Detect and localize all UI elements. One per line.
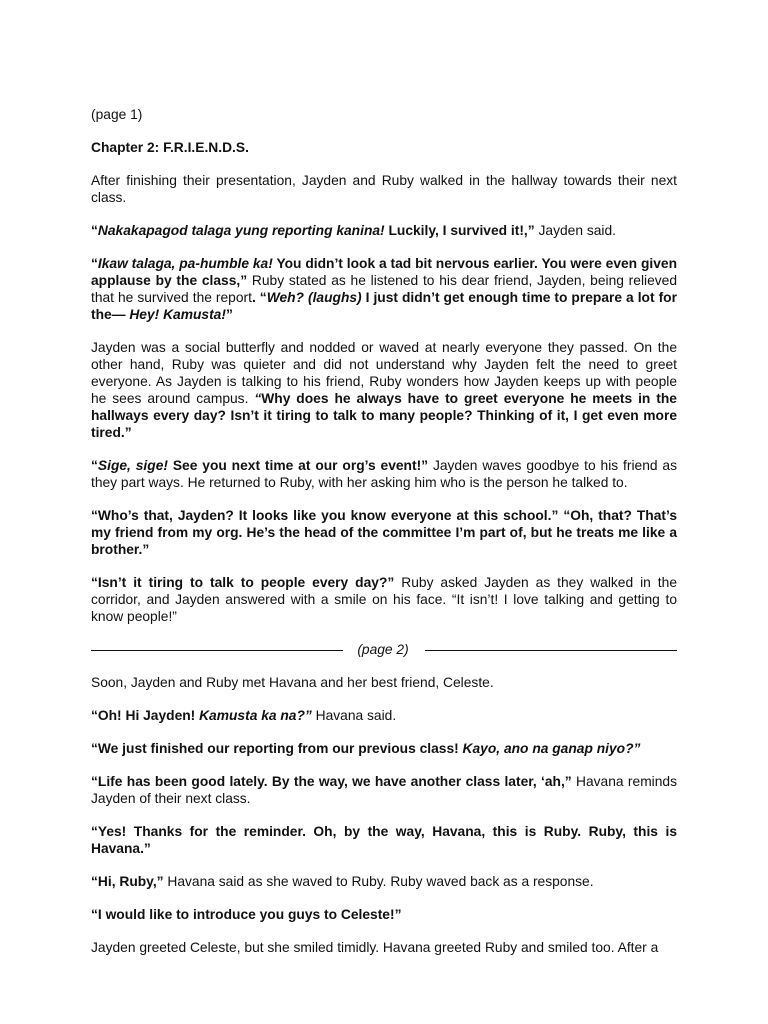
text-run: Jayden waves goodbye to his friend as they part ways. He returned to Ruby, with her asking him who is the person he talked to. [91, 458, 677, 490]
paragraph [91, 773, 677, 807]
text-run: Havana reminds Jayden of their next class. [91, 774, 677, 806]
text-run: Jayden was a social butterfly and nodded or waved at nearly everyone they passed. On the other hand, Ruby was quieter and did not understand why Jayden felt the need to greet everyone. As Jayden is talking to his friend, Ruby wonders how Jayden keeps up with people he sees around campus. [91, 340, 677, 406]
text-run: Luckily, I survived it!,” [384, 223, 535, 238]
document-page [91, 106, 677, 972]
text-run: “ [91, 458, 98, 473]
text-run: Kamusta ka na?” [199, 708, 312, 723]
text-run: “ [91, 223, 98, 238]
page-2-marker: (page 2) [357, 642, 409, 657]
paragraph [91, 339, 677, 441]
text-run: “ [91, 256, 98, 271]
text-run: “Life has been good lately. By the way, we have another class later, ‘ah,” [91, 774, 572, 789]
paragraph [91, 255, 677, 323]
text-run: Havana said. [311, 708, 397, 723]
text-run: Ruby asked Jayden as they walked in the corridor, and Jayden answered with a smile on his face. “It isn’t! I love talking and getting to know people!” [91, 575, 677, 624]
paragraph [91, 172, 677, 206]
chapter-title: Chapter 2: F.R.I.E.N.D.S. [91, 140, 249, 155]
text-run: ” [225, 307, 233, 322]
paragraph [91, 823, 677, 857]
text-run: Why does he always have to greet everyone he meets in the hallways every day? Isn’t it tiring to talk to many people? Thinking of it, I get even more tired.” [91, 391, 677, 440]
text-run: “Isn’t it tiring to talk to people every day?” [91, 575, 395, 590]
text-run: Havana said as she waved to Ruby. Ruby waved back as a response. [163, 874, 594, 889]
text-run: “Hi, Ruby,” [91, 874, 164, 889]
text-run: Ruby stated as he listened to his dear friend, Jayden, being relieved that he survived the report [91, 273, 677, 305]
text-run: Jayden greeted Celeste, but she smiled timidly. Havana greeted Ruby and smiled too. After a [91, 940, 659, 955]
separator-line-right [425, 650, 677, 651]
text-run: “We just finished our reporting from our previous class! [91, 741, 463, 756]
paragraph [91, 740, 677, 757]
text-run: Weh? (laughs) [266, 290, 362, 305]
paragraph [91, 674, 677, 691]
paragraph [91, 873, 677, 890]
text-run: “Yes! Thanks for the reminder. Oh, by the way, Havana, this is Ruby. Ruby, this is Havana.” [91, 824, 677, 856]
text-run: Nakakapagod talaga yung reporting kanina! [97, 223, 385, 238]
text-run: You didn’t look a tad bit nervous earlier. You were even given applause by the class,” [91, 256, 678, 288]
text-run: Ikaw talaga, pa-humble ka! [97, 256, 273, 271]
text-run: After finishing their presentation, Jayden and Ruby walked in the hallway towards their next class. [91, 173, 677, 205]
paragraph [91, 939, 677, 956]
page-break-separator [91, 641, 677, 658]
text-run: Sige, sige! [97, 458, 168, 473]
text-run: I just didn’t get enough time to prepare a lot for the— [91, 290, 677, 322]
text-run: “Oh! Hi Jayden! [91, 708, 200, 723]
page-2-body [91, 674, 677, 956]
text-run: Jayden said. [534, 223, 616, 238]
text-run: Hey! Kamusta! [129, 307, 226, 322]
page-1-marker: (page 1) [91, 107, 143, 122]
text-run: Soon, Jayden and Ruby met Havana and her best friend, Celeste. [91, 675, 494, 690]
page-1-body [91, 172, 677, 625]
paragraph [91, 707, 677, 724]
text-run: “I would like to introduce you guys to Celeste!” [91, 907, 402, 922]
text-run: Kayo, ano na ganap niyo?” [462, 741, 641, 756]
paragraph [91, 222, 677, 239]
text-run: See you next time at our org’s event!” [167, 458, 429, 473]
paragraph [91, 574, 677, 625]
paragraph [91, 906, 677, 923]
paragraph [91, 457, 677, 491]
text-run: “Who’s that, Jayden? It looks like you know everyone at this school.” “Oh, that? That’s my friend from my org. He’s the head of the committee I’m part of, but he treats me like a brother.” [91, 508, 677, 557]
separator-line-left [91, 650, 343, 651]
text-run: “ [254, 391, 262, 406]
text-run: . “ [251, 290, 267, 305]
paragraph [91, 507, 677, 558]
